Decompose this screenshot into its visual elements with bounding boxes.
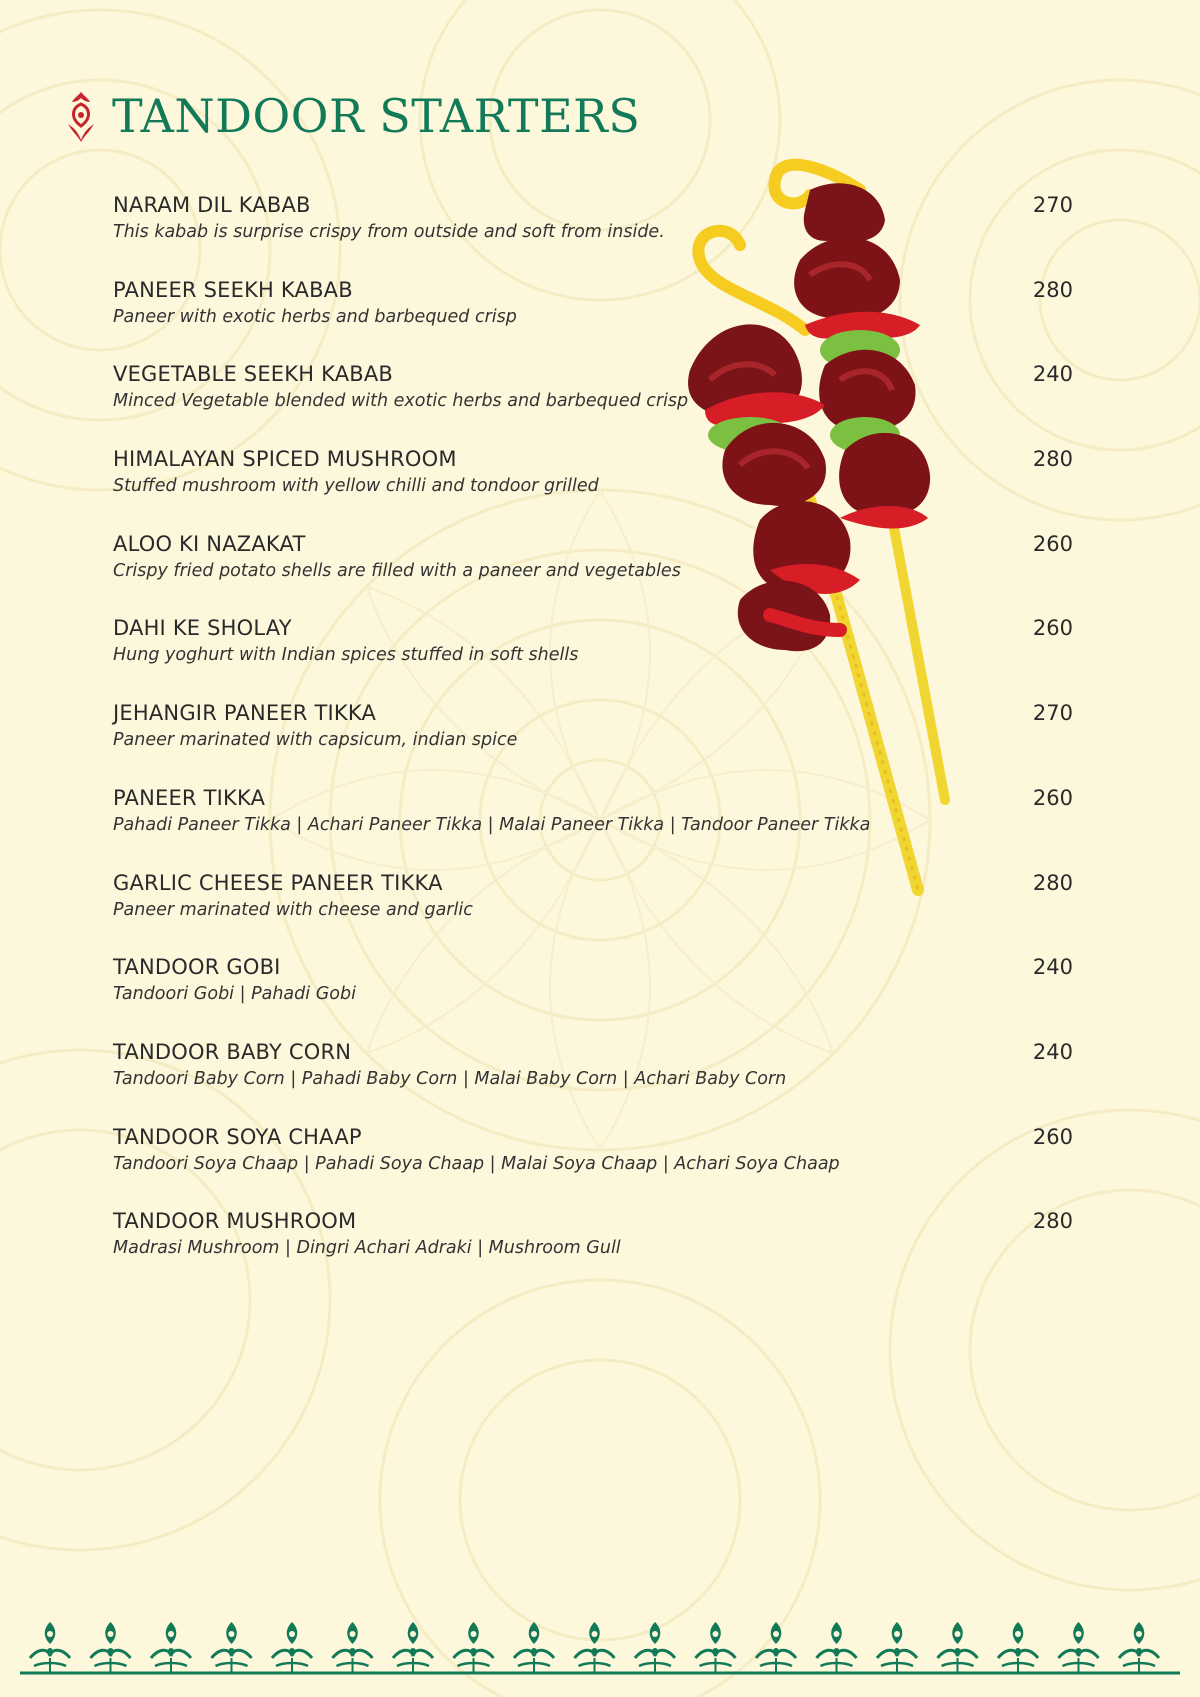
- border-motif: [575, 1622, 615, 1673]
- menu-item-description: Paneer marinated with capsicum, indian spice: [113, 730, 518, 751]
- menu-item-description: Madrasi Mushroom | Dingri Achari Adraki | Mushroom Gull: [113, 1238, 621, 1259]
- title-row: [62, 86, 640, 146]
- menu-item: [113, 275, 1073, 360]
- menu-item-price: 260: [1032, 1124, 1073, 1149]
- border-motif: [1059, 1622, 1099, 1673]
- menu-item-description: Crispy fried potato shells are filled with a paneer and vegetables: [113, 560, 681, 581]
- menu-item-description: Pahadi Paneer Tikka | Achari Paneer Tikka | Malai Paneer Tikka | Tandoor Paneer Tikka: [113, 814, 871, 835]
- menu-item: [113, 1122, 1073, 1207]
- menu-item: [113, 868, 1073, 953]
- border-motif: [938, 1622, 978, 1673]
- menu-item-description: Stuffed mushroom with yellow chilli and tondoor grilled: [113, 476, 599, 497]
- menu-item-name: PANEER SEEKH KABAB: [113, 277, 353, 302]
- menu-item: [113, 952, 1073, 1037]
- menu-item: [113, 1037, 1073, 1122]
- border-motif: [151, 1622, 191, 1673]
- menu-item-name: TANDOOR GOBI: [113, 955, 281, 980]
- border-motif: [998, 1622, 1038, 1673]
- menu-item: [113, 444, 1073, 529]
- menu-item-name: TANDOOR MUSHROOM: [113, 1209, 357, 1234]
- border-motif: [333, 1622, 373, 1673]
- menu-item-name: GARLIC CHEESE PANEER TIKKA: [113, 870, 443, 895]
- menu-item-price: 280: [1032, 870, 1073, 895]
- menu-item-name: JEHANGIR PANEER TIKKA: [113, 701, 377, 726]
- menu-item-name: HIMALAYAN SPICED MUSHROOM: [113, 447, 457, 472]
- paisley-ornament-icon: [62, 88, 100, 144]
- menu-item: [113, 359, 1073, 444]
- menu-item-name: PANEER TIKKA: [113, 785, 266, 810]
- menu-item: [113, 698, 1073, 783]
- menu-list: [113, 190, 1073, 1291]
- menu-item-name: TANDOOR BABY CORN: [113, 1039, 352, 1064]
- menu-item-name: VEGETABLE SEEKH KABAB: [113, 362, 394, 387]
- border-motif: [30, 1622, 70, 1673]
- menu-item-price: 280: [1032, 277, 1073, 302]
- menu-item-price: 270: [1032, 701, 1073, 726]
- menu-item-description: Paneer with exotic herbs and barbequed crisp: [113, 306, 517, 327]
- menu-item-price: 270: [1032, 193, 1073, 217]
- border-motif: [272, 1622, 312, 1673]
- menu-item-name: TANDOOR SOYA CHAAP: [113, 1124, 362, 1149]
- border-motif: [212, 1622, 252, 1673]
- menu-item: [113, 1206, 1073, 1291]
- border-motif: [91, 1622, 131, 1673]
- menu-item-price: 240: [1032, 1039, 1073, 1064]
- menu-item: [113, 529, 1073, 614]
- menu-item: [113, 613, 1073, 698]
- menu-item-description: Tandoori Soya Chaap | Pahadi Soya Chaap | Malai Soya Chaap | Achari Soya Chaap: [113, 1153, 840, 1174]
- menu-item-price: 240: [1032, 362, 1073, 387]
- menu-item-description: Tandoori Gobi | Pahadi Gobi: [113, 984, 356, 1005]
- border-motif: [454, 1622, 494, 1673]
- menu-item: [113, 783, 1073, 868]
- menu-item-description: Paneer marinated with cheese and garlic: [113, 899, 473, 920]
- menu-item-description: Hung yoghurt with Indian spices stuffed in soft shells: [113, 645, 579, 666]
- menu-item-description: Minced Vegetable blended with exotic herbs and barbequed crisp: [113, 391, 689, 412]
- border-motif: [817, 1622, 857, 1673]
- menu-item-description: This kabab is surprise crispy from outside and soft from inside.: [113, 222, 665, 242]
- menu-item-price: 280: [1032, 1209, 1073, 1234]
- menu-item-description: Tandoori Baby Corn | Pahadi Baby Corn | Malai Baby Corn | Achari Baby Corn: [113, 1068, 787, 1089]
- border-motif: [756, 1622, 796, 1673]
- page-title: TANDOOR STARTERS: [112, 89, 641, 143]
- border-motif: [635, 1622, 675, 1673]
- menu-item-price: 260: [1032, 531, 1073, 556]
- menu-item-name: NARAM DIL KABAB: [113, 193, 311, 217]
- border-motif: [1119, 1622, 1159, 1673]
- menu-item: [113, 190, 1073, 275]
- border-motif: [393, 1622, 433, 1673]
- menu-item-price: 260: [1032, 785, 1073, 810]
- floral-border-pattern: [20, 1618, 1180, 1678]
- menu-item-price: 240: [1032, 955, 1073, 980]
- menu-item-price: 280: [1032, 447, 1073, 472]
- menu-item-name: DAHI KE SHOLAY: [113, 616, 292, 641]
- border-motif: [514, 1622, 554, 1673]
- menu-item-price: 260: [1032, 616, 1073, 641]
- border-motif: [696, 1622, 736, 1673]
- menu-item-name: ALOO KI NAZAKAT: [113, 531, 306, 556]
- border-motif: [877, 1622, 917, 1673]
